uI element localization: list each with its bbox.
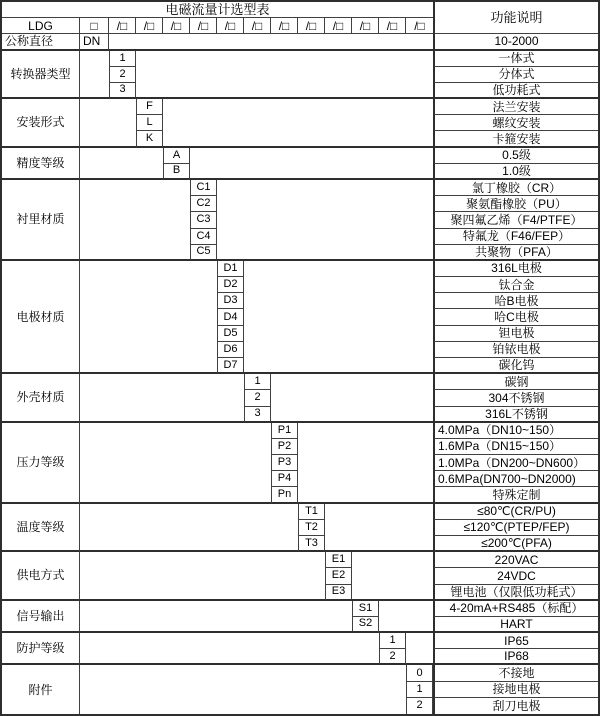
empty-cell [80, 633, 379, 665]
empty-cell [80, 552, 325, 601]
empty-cell [352, 552, 433, 601]
code-cell: P2 [271, 439, 298, 455]
empty-cell [80, 423, 271, 504]
desc-cell: 220VAC [433, 552, 598, 568]
empty-cell [244, 261, 433, 374]
category-label: 安装形式 [2, 99, 80, 148]
empty-cell [109, 34, 433, 50]
desc-cell: 共聚物（PFA） [433, 245, 598, 261]
model-code-slot: /□ [325, 18, 352, 34]
model-code-slot: /□ [352, 18, 379, 34]
code-cell: P1 [271, 423, 298, 439]
desc-cell: 分体式 [433, 67, 598, 83]
code-cell: 2 [406, 698, 433, 714]
code-cell: F [136, 99, 163, 115]
code-cell: E1 [325, 552, 352, 568]
code-cell: E2 [325, 568, 352, 584]
code-cell: 1 [406, 682, 433, 698]
code-cell: C4 [190, 229, 217, 245]
code-cell: 2 [109, 67, 136, 83]
desc-cell: IP68 [433, 649, 598, 665]
code-cell: E3 [325, 585, 352, 601]
code-cell: 1 [379, 633, 406, 649]
desc-cell: 0.6MPa(DN700~DN2000) [433, 471, 598, 487]
category-label: 防护等级 [2, 633, 80, 665]
desc-cell: 10-2000 [433, 34, 598, 50]
desc-cell: 螺纹安装 [433, 115, 598, 131]
model-code-slot: /□ [163, 18, 190, 34]
code-cell: 1 [244, 374, 271, 390]
code-cell: 1 [109, 51, 136, 67]
empty-cell [80, 261, 217, 374]
category-label: 附件 [2, 665, 80, 714]
model-code-slot: /□ [109, 18, 136, 34]
category-label: 供电方式 [2, 552, 80, 601]
code-cell: 3 [244, 407, 271, 423]
empty-cell [80, 51, 109, 100]
category-label: 衬里材质 [2, 180, 80, 261]
desc-cell: 一体式 [433, 51, 598, 67]
empty-cell [80, 99, 136, 148]
desc-cell: 1.6MPa（DN15~150） [433, 439, 598, 455]
desc-cell: IP65 [433, 633, 598, 649]
code-cell: D7 [217, 358, 244, 374]
function-column-header: 功能说明 [433, 2, 598, 34]
category-label: 外壳材质 [2, 374, 80, 423]
desc-cell: 法兰安装 [433, 99, 598, 115]
desc-cell: 氯丁橡胶（CR） [433, 180, 598, 196]
desc-cell: 刮刀电极 [433, 698, 598, 714]
empty-cell [379, 601, 433, 633]
desc-cell: 304不锈钢 [433, 390, 598, 406]
desc-cell: 1.0MPa（DN200~DN600） [433, 455, 598, 471]
category-label: 电极材质 [2, 261, 80, 374]
code-cell: Pn [271, 487, 298, 503]
table-title: 电磁流量计选型表 [2, 2, 433, 18]
desc-cell: 特氟龙（F46/FEP） [433, 229, 598, 245]
code-cell: 2 [379, 649, 406, 665]
empty-cell [163, 99, 433, 148]
code-cell: T2 [298, 520, 325, 536]
code-cell: D2 [217, 277, 244, 293]
desc-cell: ≤120℃(PTEP/FEP) [433, 520, 598, 536]
empty-cell [80, 601, 352, 633]
code-cell: T3 [298, 536, 325, 552]
desc-cell: ≤80℃(CR/PU) [433, 504, 598, 520]
empty-cell [190, 148, 433, 180]
code-cell: D1 [217, 261, 244, 277]
empty-cell [80, 180, 190, 261]
empty-cell [298, 423, 433, 504]
desc-cell: 哈C电极 [433, 309, 598, 325]
model-code-slot: /□ [190, 18, 217, 34]
code-cell: D4 [217, 309, 244, 325]
model-code-slot: /□ [244, 18, 271, 34]
code-cell: B [163, 164, 190, 180]
category-label: 精度等级 [2, 148, 80, 180]
model-code-base-box: □ [80, 18, 109, 34]
desc-cell: 卡箍安装 [433, 131, 598, 147]
empty-cell [80, 504, 298, 553]
code-cell: C2 [190, 196, 217, 212]
model-code-slot: /□ [298, 18, 325, 34]
code-cell: S1 [352, 601, 379, 617]
desc-cell: 锂电池（仅限低功耗式） [433, 585, 598, 601]
desc-cell: 低功耗式 [433, 83, 598, 99]
empty-cell [325, 504, 433, 553]
code-cell: C3 [190, 212, 217, 228]
desc-cell: 特殊定制 [433, 487, 598, 503]
code-cell: 3 [109, 83, 136, 99]
code-cell: D6 [217, 342, 244, 358]
code-cell: T1 [298, 504, 325, 520]
row-label-nominal-diameter: 公称直径 [2, 34, 80, 50]
category-label: 信号输出 [2, 601, 80, 633]
model-code-slot: /□ [217, 18, 244, 34]
empty-cell [136, 51, 433, 100]
code-cell: P4 [271, 471, 298, 487]
desc-cell: 聚四氟乙烯（F4/PTFE） [433, 212, 598, 228]
code-cell: C5 [190, 245, 217, 261]
empty-cell [406, 633, 433, 665]
category-label: 转换器类型 [2, 51, 80, 100]
desc-cell: 4-20mA+RS485（标配） [433, 601, 598, 617]
code-cell: 0 [406, 665, 433, 681]
desc-cell: 碳化钨 [433, 358, 598, 374]
desc-cell: 4.0MPa（DN10~150） [433, 423, 598, 439]
desc-cell: 聚氨酯橡胶（PU） [433, 196, 598, 212]
empty-cell [80, 374, 244, 423]
code-cell: 2 [244, 390, 271, 406]
desc-cell: 不接地 [433, 665, 598, 681]
empty-cell [80, 148, 163, 180]
desc-cell: 哈B电极 [433, 293, 598, 309]
code-cell: D3 [217, 293, 244, 309]
empty-cell [80, 665, 406, 714]
code-cell: S2 [352, 617, 379, 633]
desc-cell: 接地电极 [433, 682, 598, 698]
desc-cell: ≤200℃(PFA) [433, 536, 598, 552]
desc-cell: 0.5级 [433, 148, 598, 164]
empty-cell [271, 374, 433, 423]
code-cell: L [136, 115, 163, 131]
model-code-slot: /□ [136, 18, 163, 34]
code-dn: DN [80, 34, 109, 50]
desc-cell: HART [433, 617, 598, 633]
empty-cell [217, 180, 433, 261]
desc-cell: 碳钢 [433, 374, 598, 390]
code-cell: A [163, 148, 190, 164]
desc-cell: 铂铱电极 [433, 342, 598, 358]
desc-cell: 1.0级 [433, 164, 598, 180]
model-code-slot: /□ [379, 18, 406, 34]
code-cell: D5 [217, 326, 244, 342]
model-code-slot: /□ [406, 18, 433, 34]
code-cell: P3 [271, 455, 298, 471]
code-cell: C1 [190, 180, 217, 196]
category-label: 温度等级 [2, 504, 80, 553]
code-cell: K [136, 131, 163, 147]
model-code-label: LDG [2, 18, 80, 34]
desc-cell: 316L电极 [433, 261, 598, 277]
desc-cell: 钽电极 [433, 326, 598, 342]
desc-cell: 24VDC [433, 568, 598, 584]
model-code-slot: /□ [271, 18, 298, 34]
desc-cell: 钛合金 [433, 277, 598, 293]
desc-cell: 316L不锈钢 [433, 407, 598, 423]
category-label: 压力等级 [2, 423, 80, 504]
